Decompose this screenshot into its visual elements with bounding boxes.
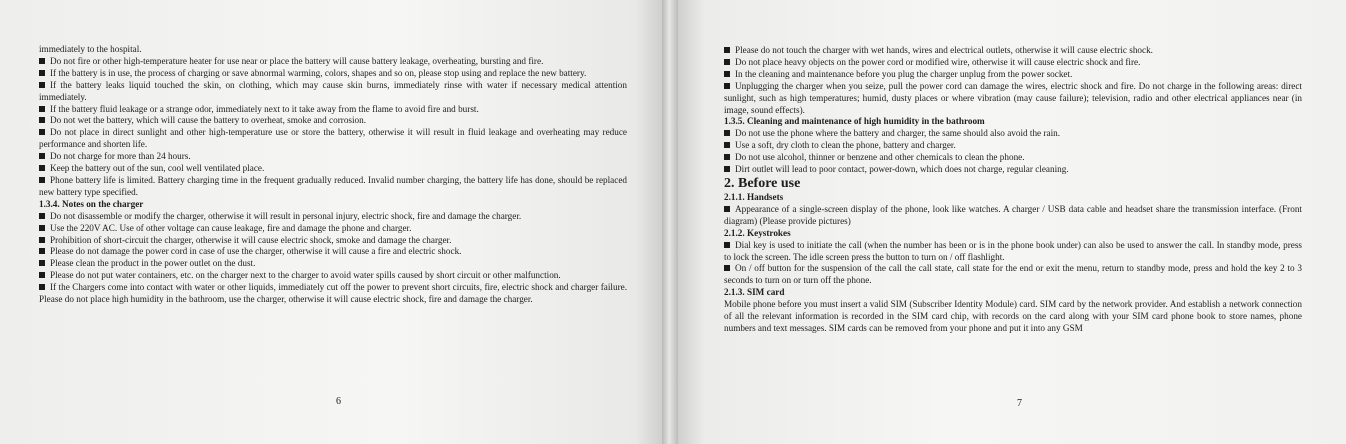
paragraph: Mobile phone before you must insert a valid SIM (Subscriber Identity Module) card. SIM card by the network provider. And establish a network connection of all the relevant information is recorded in the SIM card chip, with records on the card along with your SIM card phone book to store names, phone numbers and text messages. SIM cards can be removed from your phone and put it into any GSM [724,299,1302,333]
bullet-paragraph: Do not use alcohol, thinner or benzene and other chemicals to clean the phone. [724,152,1302,164]
bullet-paragraph: If the battery fluid leakage or a strange odor, immediately next to it take away from the flame to avoid fire and burst. [39,104,627,116]
bullet-paragraph: Do not place heavy objects on the power cord or modified wire, otherwise it will cause electric shock and fire. [724,57,1302,69]
right-page-text [724,45,1302,335]
bullet-paragraph: Please do not put water containers, etc. on the charger next to the charger to avoid water spills caused by short circuit or other malfunction. [39,270,627,282]
bullet-paragraph: Please do not damage the power cord in case of use the charger, otherwise it will cause a fire and electric shock. [39,246,627,258]
bullet-paragraph: If the battery is in use, the process of charging or save abnormal warming, colors, shapes and so on, please stop using and replace the new battery. [39,68,627,80]
bullet-paragraph: Unplugging the charger when you seize, pull the power cord can damage the wires, electric shock and fire. Do not charge in the following areas: direct sunlight, such as high temperatures; humid, dusty places or where vibration (may cause failure); television, radio and other electrical appliances near (in image, sound effects). [724,80,1302,115]
bullet-paragraph: Do not use the phone where the battery and charger, the same should also avoid the rain. [724,128,1302,140]
subsection-heading: 2.1.3. SIM card [724,287,785,298]
bullet-paragraph: Phone battery life is limited. Battery charging time in the frequent gradually reduced. Invalid number charging, the battery life has done, should be replaced new battery type specified. [39,174,627,197]
left-page [0,0,662,444]
bullet-paragraph: In the cleaning and maintenance before you plug the charger unplug from the power socket. [724,69,1302,81]
subsection-heading: 2.1.1. Handsets [724,191,784,202]
bullet-paragraph: Do not fire or other high-temperature heater for use near or place the battery will cause battery leakage, overheating, bursting and fire. [39,56,627,68]
section-heading: 2. Before use [724,175,801,191]
bullet-paragraph: Do not charge for more than 24 hours. [39,151,627,163]
bullet-paragraph: Use a soft, dry cloth to clean the phone, battery and charger. [724,140,1302,152]
bullet-paragraph: Please do not touch the charger with wet hands, wires and electrical outlets, otherwise it will cause electric shock. [724,45,1302,57]
bullet-paragraph: Keep the battery out of the sun, cool well ventilated place. [39,163,627,175]
bullet-paragraph: Dial key is used to initiate the call (when the number has been or is in the phone book under) can also be used to answer the call. In standby mode, press to lock the screen. The idle screen press the button to turn on / off flashlight. [724,239,1302,262]
page-number: 7 [1017,398,1022,409]
bullet-paragraph: Do not place in direct sunlight and other high-temperature use or store the battery, otherwise it will result in fluid leakage and overheating may reduce performance and shorten life. [39,127,627,150]
bullet-paragraph: Dirt outlet will lead to poor contact, power-down, which does not charge, regular cleaning. [724,164,1302,176]
bullet-paragraph: On / off button for the suspension of the call the call state, call state for the end or exit the menu, return to standby mode, press and hold the key 2 to 3 seconds to turn on or turn off the phone. [724,263,1302,286]
bullet-paragraph: Prohibition of short-circuit the charger, otherwise it will cause electric shock, smoke and damage the charger. [39,235,627,247]
paragraph: immediately to the hospital. [39,44,142,54]
bullet-paragraph: Appearance of a single-screen display of the phone, look like watches. A charger / USB data cable and headset share the transmission interface. (Front diagram) (Please provide pictures) [724,203,1302,226]
bullet-paragraph: If the battery leaks liquid touched the skin, on clothing, which may cause skin burns, immediately rinse with water if necessary medical attention immediately. [39,79,627,102]
right-page [678,0,1346,444]
bullet-paragraph: Do not wet the battery, which will cause the battery to overheat, smoke and corrosion. [39,115,627,127]
page-number: 6 [336,396,341,407]
bullet-paragraph: If the Chargers come into contact with water or other liquids, immediately cut off the power to prevent short circuits, fire, electric shock and charger failure. Please do not place high humidity in the bathroom, use the charger, otherwise it will cause electric shock, fire and damage the charger. [39,282,627,305]
subsection-heading: 1.3.4. Notes on the charger [39,198,144,209]
bullet-paragraph: Do not disassemble or modify the charger, otherwise it will result in personal injury, electric shock, fire and damage the charger. [39,211,627,223]
subsection-heading: 2.1.2. Keystrokes [724,227,791,238]
subsection-heading: 1.3.5. Cleaning and maintenance of high humidity in the bathroom [724,116,985,127]
bullet-paragraph: Use the 220V AC. Use of other voltage can cause leakage, fire and damage the phone and charger. [39,223,627,235]
book-spine [662,0,678,444]
left-page-text [39,44,627,306]
bullet-paragraph: Please clean the product in the power outlet on the dust. [39,258,627,270]
